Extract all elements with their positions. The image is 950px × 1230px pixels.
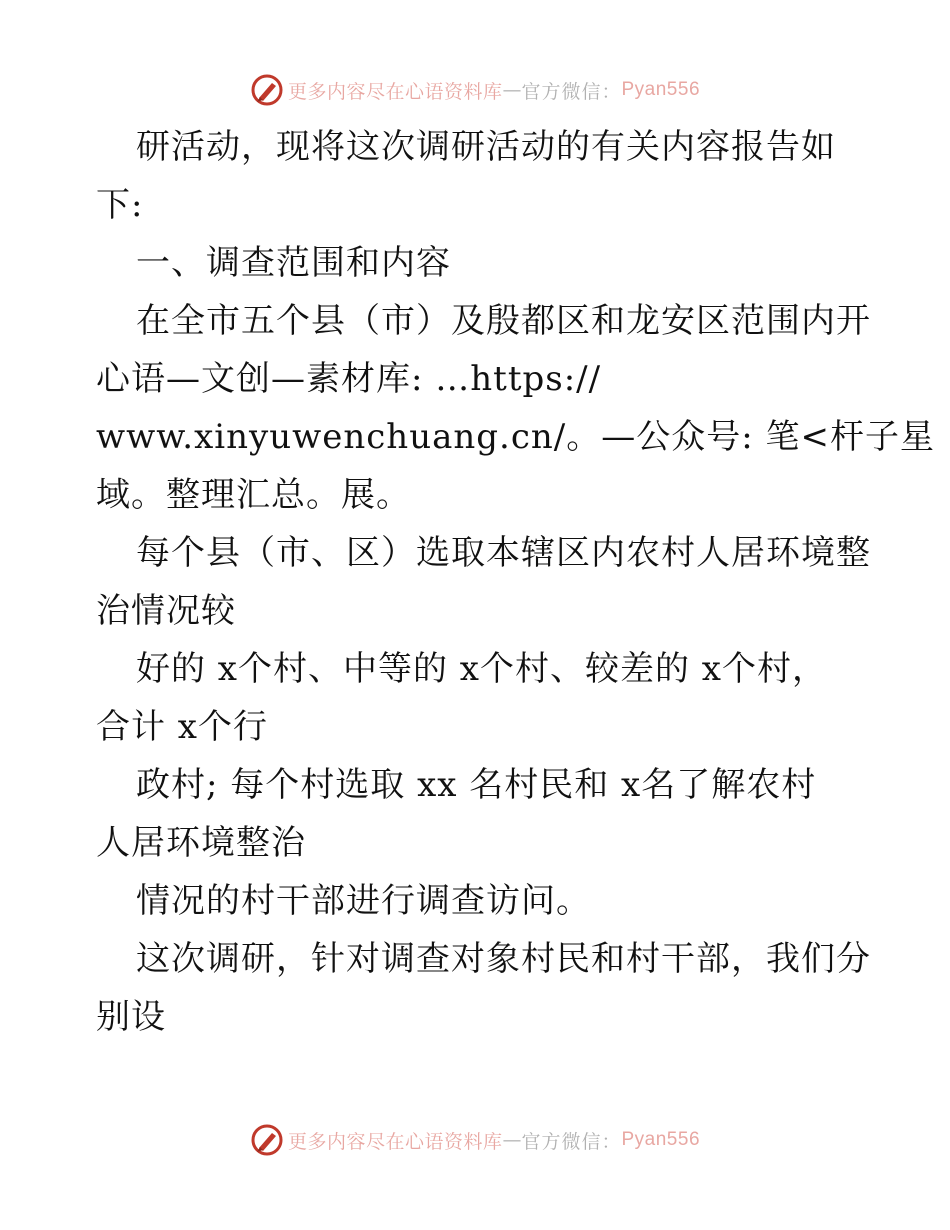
body-line: 每个县（市、区）选取本辖区内农村人居环境整 bbox=[136, 533, 871, 573]
watermark-wechat-label: 官方微信： bbox=[521, 80, 622, 103]
body-line: 域。整理汇总。展。 bbox=[96, 475, 411, 515]
body-line: 心语—文创—素材库: …https:// bbox=[96, 359, 602, 399]
section-heading: 一、调查范围和内容 bbox=[136, 243, 451, 283]
body-line: 在全市五个县（市）及殷都区和龙安区范围内开 bbox=[136, 301, 871, 341]
pen-logo-icon bbox=[250, 1123, 284, 1157]
body-line: 别设 bbox=[96, 997, 166, 1037]
watermark-main-text: 更多内容尽在心语资料库 bbox=[287, 1130, 503, 1153]
watermark-wechat-label: 官方微信： bbox=[521, 1130, 622, 1153]
pen-logo-icon bbox=[250, 73, 284, 107]
body-line: 研活动，现将这次调研活动的有关内容报告如 bbox=[136, 127, 836, 167]
body-line: www.xinyuwenchuang.cn/。—公众号: 笔<杆子星 bbox=[96, 417, 935, 457]
header-watermark bbox=[0, 70, 950, 110]
body-line: 合计 x个行 bbox=[96, 707, 268, 747]
body-line: 这次调研，针对调查对象村民和村干部，我们分 bbox=[136, 939, 871, 979]
body-line: 人居环境整治 bbox=[96, 823, 306, 863]
watermark-dash: — bbox=[502, 79, 522, 101]
watermark-dash: — bbox=[502, 1129, 522, 1151]
document-body bbox=[0, 118, 950, 1046]
body-line: 治情况较 bbox=[96, 591, 236, 631]
body-line: 下: bbox=[96, 185, 144, 225]
body-line: 好的 x个村、中等的 x个村、较差的 x个村， bbox=[136, 649, 827, 689]
watermark-main-text: 更多内容尽在心语资料库 bbox=[287, 80, 503, 103]
body-line: 政村; 每个村选取 xx 名村民和 x名了解农村 bbox=[136, 765, 817, 805]
footer-watermark bbox=[0, 1120, 950, 1160]
body-line: 情况的村干部进行调查访问。 bbox=[136, 881, 591, 921]
watermark-wechat-id: Pyan556 bbox=[621, 79, 701, 100]
watermark-wechat-id: Pyan556 bbox=[621, 1129, 701, 1150]
